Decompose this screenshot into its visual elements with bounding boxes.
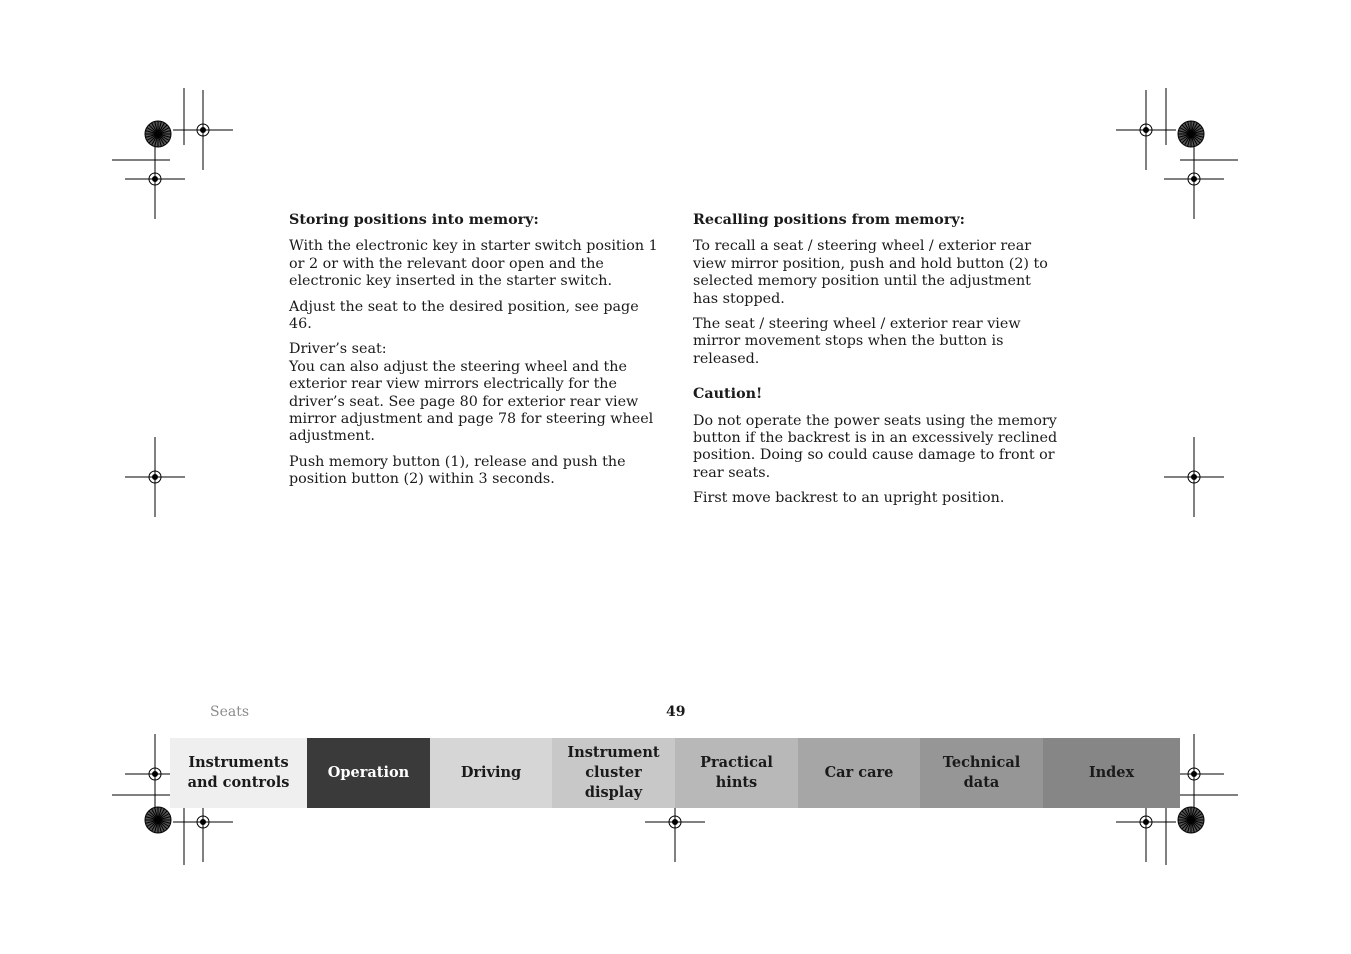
- tab-driving[interactable]: [430, 738, 552, 808]
- storing-heading: Storing positions into memory:: [289, 212, 539, 228]
- tab-technical-data[interactable]: [920, 738, 1043, 808]
- tab-label: Car care: [824, 764, 894, 781]
- caution-heading: Caution!: [693, 386, 763, 403]
- recalling-positions-column: [693, 212, 1058, 516]
- section-title: Seats: [210, 704, 250, 720]
- page-number: 49: [666, 704, 686, 720]
- tab-label: Operation: [327, 764, 410, 781]
- recalling-heading: Recalling positions from memory:: [693, 212, 965, 228]
- tab-label: Driving: [460, 764, 522, 781]
- storing-paragraph-4: Push memory button (1), release and push the position button (2) within 3 seconds.: [289, 453, 626, 488]
- drivers-seat-paragraph: [289, 341, 659, 445]
- tab-label: Index: [1088, 764, 1135, 781]
- tab-instruments-and-controls[interactable]: [170, 738, 307, 808]
- chapter-tab-bar: [170, 738, 1180, 808]
- storing-paragraph-1: With the electronic key in starter switch position 1 or 2 or with the relevant door open and the electronic key inserted in the starter switch.: [289, 238, 658, 290]
- tab-instrument-cluster-display[interactable]: [552, 738, 675, 808]
- recalling-paragraph-2: The seat / steering wheel / exterior rear view mirror movement stops when the button is released.: [693, 316, 1021, 367]
- tab-label: Practical hints: [700, 754, 773, 791]
- tab-label: Technical data: [942, 754, 1021, 791]
- tab-operation[interactable]: [307, 738, 430, 808]
- storing-paragraph-2: Adjust the seat to the desired position, see page 46.: [289, 298, 639, 333]
- recalling-paragraph-1: To recall a seat / steering wheel / exterior rear view mirror position, push and hold button (2) to selected memory position until the adjustment has stopped.: [693, 238, 1048, 307]
- caution-paragraph-2: First move backrest to an upright position.: [693, 490, 1005, 507]
- tab-practical-hints[interactable]: [675, 738, 798, 808]
- drivers-seat-body: You can also adjust the steering wheel and the exterior rear view mirrors electrically for the driver’s seat. See page 80 for exterior rear view mirror adjustment and page 78 for steering wheel adjustment.: [289, 358, 654, 445]
- storing-positions-column: [289, 212, 659, 497]
- tab-label: Instruments and controls: [187, 754, 290, 791]
- caution-paragraph-1: Do not operate the power seats using the memory button if the backrest is in an excessively reclined position. Doing so could cause damage to front or rear seats.: [693, 412, 1058, 481]
- tab-index[interactable]: [1043, 738, 1180, 808]
- drivers-seat-label: Driver’s seat:: [289, 341, 387, 358]
- tab-label: Instrument cluster display: [567, 744, 660, 801]
- tab-car-care[interactable]: [798, 738, 920, 808]
